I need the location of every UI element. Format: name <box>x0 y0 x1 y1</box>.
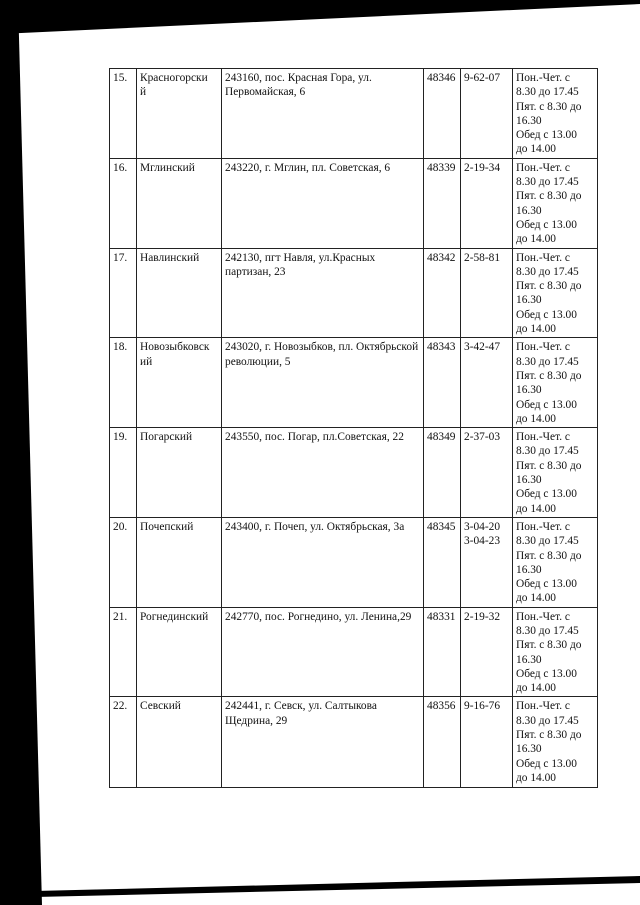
working-hours: Пон.-Чет. с 8.30 до 17.45 Пят. с 8.30 до 16.30 Обед с 13.00 до 14.00 <box>513 69 598 159</box>
district-name: Рогнединский <box>137 607 222 697</box>
phone-number: 2-19-32 <box>461 607 513 697</box>
address: 242130, пгт Навля, ул.Красных партизан, 23 <box>222 248 424 338</box>
phone-code: 48331 <box>424 607 461 697</box>
table-row <box>110 697 598 788</box>
table-row <box>110 428 598 518</box>
district-name: Севский <box>137 697 222 788</box>
phone-number: 9-62-07 <box>461 69 513 159</box>
table-row <box>110 158 598 248</box>
address: 243550, пос. Погар, пл.Советская, 22 <box>222 428 424 518</box>
working-hours: Пон.-Чет. с 8.30 до 17.45 Пят. с 8.30 до 16.30 Обед с 13.00 до 14.00 <box>513 428 598 518</box>
row-number: 20. <box>110 517 137 607</box>
address: 243400, г. Почеп, ул. Октябрьская, 3а <box>222 517 424 607</box>
table-row <box>110 517 598 607</box>
address: 243160, пос. Красная Гора, ул. Первомайская, 6 <box>222 69 424 159</box>
phone-code: 48343 <box>424 338 461 428</box>
scan-edge-top <box>0 0 640 34</box>
phone-number: 3-04-20 3-04-23 <box>461 517 513 607</box>
phone-code: 48346 <box>424 69 461 159</box>
table-row <box>110 69 598 159</box>
scan-edge-bottom <box>35 876 640 897</box>
working-hours: Пон.-Чет. с 8.30 до 17.45 Пят. с 8.30 до 16.30 Обед с 13.00 до 14.00 <box>513 517 598 607</box>
working-hours: Пон.-Чет. с 8.30 до 17.45 Пят. с 8.30 до 16.30 Обед с 13.00 до 14.00 <box>513 158 598 248</box>
working-hours: Пон.-Чет. с 8.30 до 17.45 Пят. с 8.30 до 16.30 Обед с 13.00 до 14.00 <box>513 338 598 428</box>
row-number: 21. <box>110 607 137 697</box>
row-number: 17. <box>110 248 137 338</box>
district-name: Красногорски й <box>137 69 222 159</box>
row-number: 18. <box>110 338 137 428</box>
district-offices-table <box>109 68 598 788</box>
address: 242441, г. Севск, ул. Салтыкова Щедрина, 29 <box>222 697 424 788</box>
address: 242770, пос. Рогнедино, ул. Ленина,29 <box>222 607 424 697</box>
scan-edge-left <box>0 0 42 905</box>
working-hours: Пон.-Чет. с 8.30 до 17.45 Пят. с 8.30 до 16.30 Обед с 13.00 до 14.00 <box>513 697 598 788</box>
address: 243220, г. Мглин, пл. Советская, 6 <box>222 158 424 248</box>
row-number: 15. <box>110 69 137 159</box>
district-name: Почепский <box>137 517 222 607</box>
phone-code: 48356 <box>424 697 461 788</box>
phone-number: 2-58-81 <box>461 248 513 338</box>
phone-code: 48339 <box>424 158 461 248</box>
row-number: 16. <box>110 158 137 248</box>
phone-number: 9-16-76 <box>461 697 513 788</box>
phone-number: 3-42-47 <box>461 338 513 428</box>
district-name: Погарский <box>137 428 222 518</box>
phone-number: 2-37-03 <box>461 428 513 518</box>
working-hours: Пон.-Чет. с 8.30 до 17.45 Пят. с 8.30 до 16.30 Обед с 13.00 до 14.00 <box>513 607 598 697</box>
row-number: 22. <box>110 697 137 788</box>
address: 243020, г. Новозыбков, пл. Октябрьской революции, 5 <box>222 338 424 428</box>
working-hours: Пон.-Чет. с 8.30 до 17.45 Пят. с 8.30 до 16.30 Обед с 13.00 до 14.00 <box>513 248 598 338</box>
district-name: Мглинский <box>137 158 222 248</box>
row-number: 19. <box>110 428 137 518</box>
table-row <box>110 607 598 697</box>
table-row <box>110 338 598 428</box>
district-name: Навлинский <box>137 248 222 338</box>
district-name: Новозыбковск ий <box>137 338 222 428</box>
phone-code: 48345 <box>424 517 461 607</box>
phone-code: 48342 <box>424 248 461 338</box>
phone-number: 2-19-34 <box>461 158 513 248</box>
phone-code: 48349 <box>424 428 461 518</box>
table-row <box>110 248 598 338</box>
